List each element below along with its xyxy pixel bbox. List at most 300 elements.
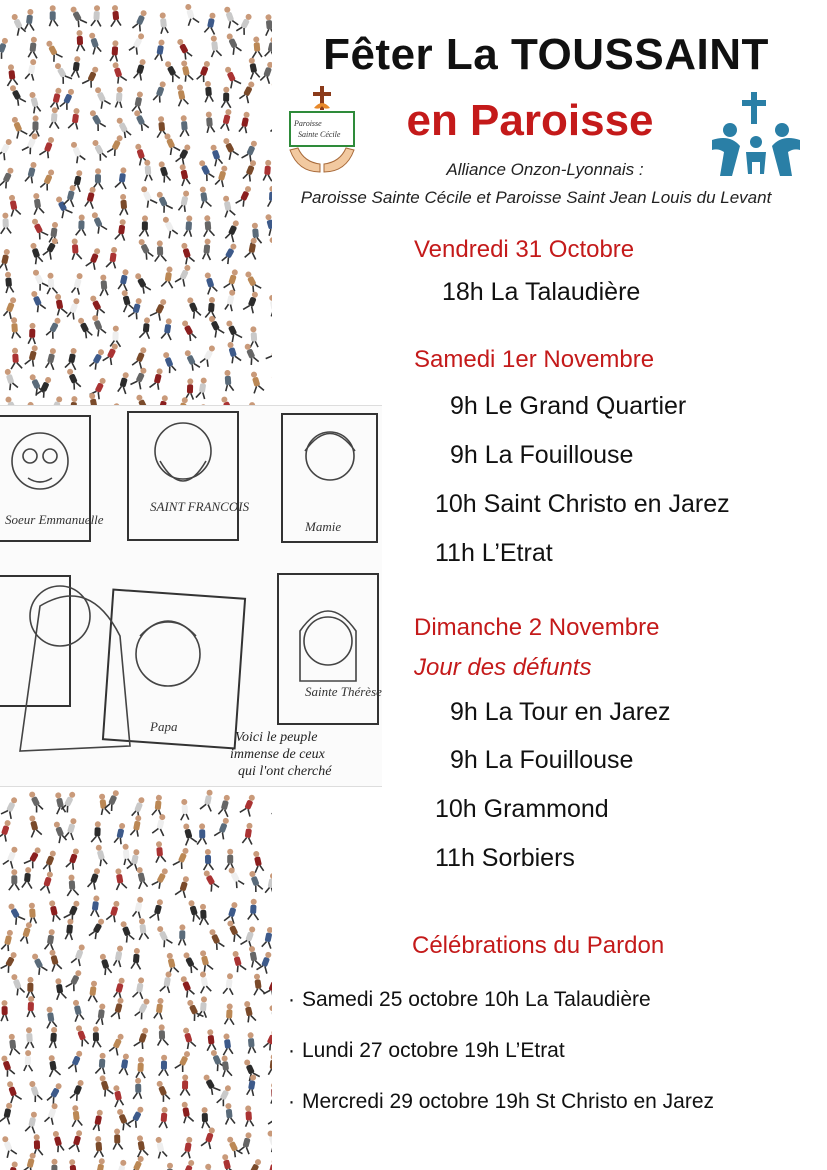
crowd-person [266, 235, 272, 259]
crowd-person [150, 367, 164, 390]
crowd-person [154, 841, 166, 863]
crowd-person [49, 1027, 57, 1048]
crowd-person [98, 1074, 113, 1097]
crowd-person [217, 1084, 233, 1106]
crowd-person [66, 368, 81, 390]
crowd-person [1, 950, 19, 973]
crowd-person [162, 351, 176, 373]
crowd-person [52, 792, 65, 814]
crowd-person [133, 1078, 142, 1099]
crowd-person [116, 117, 132, 139]
day-subtitle: Jour des défunts [414, 654, 592, 681]
crowd-person [118, 371, 132, 393]
crowd-person [46, 1054, 61, 1077]
crowd-person [10, 347, 23, 369]
crowd-person [159, 1107, 169, 1129]
crowd-person [178, 115, 189, 137]
crowd-person [177, 164, 190, 186]
crowd-person [0, 819, 13, 842]
crowd-person [197, 159, 214, 181]
crowd-person [225, 849, 234, 870]
crowd-person [223, 1103, 235, 1125]
mass-time: 9h La Tour en Jarez [450, 698, 671, 726]
crowd-person [67, 297, 81, 319]
crowd-person [24, 845, 43, 868]
crowd-person [44, 39, 63, 62]
crowd-person [50, 1159, 58, 1170]
crowd-person [24, 1027, 34, 1049]
crowd-person [122, 843, 131, 865]
crowd-person [266, 1158, 272, 1170]
crowd-person [130, 365, 149, 389]
crowd-person [268, 1054, 272, 1076]
crowd-person [226, 340, 241, 363]
crowd-person [46, 347, 59, 369]
crowd-person [155, 39, 166, 61]
crowd-person [152, 813, 169, 836]
crowd-person [5, 1160, 20, 1170]
crowd-person [82, 64, 100, 87]
mass-time: 10h Grammond [435, 795, 609, 823]
crowd-person [134, 1026, 150, 1049]
crowd-person [150, 898, 165, 921]
crowd-person [132, 346, 150, 369]
day-heading: Dimanche 2 Novembre [414, 614, 660, 641]
crowd-person [244, 1105, 254, 1127]
crowd-person [67, 396, 78, 405]
crowd-person [225, 289, 237, 311]
crowd-person [46, 317, 63, 339]
crowd-person [204, 12, 219, 35]
crowd-person [221, 87, 231, 108]
crowd-person [202, 215, 214, 237]
crowd-person [263, 975, 272, 998]
crowd-person [143, 160, 152, 182]
crowd-person [26, 814, 42, 837]
crowd-person [3, 368, 18, 391]
crowd-person [22, 867, 34, 889]
crowd-person [201, 271, 217, 294]
crowd-person [1, 1000, 8, 1021]
crowd-person [134, 393, 151, 405]
crowd-person [200, 789, 216, 812]
crowd-person [40, 870, 56, 893]
crowd-person [199, 904, 209, 925]
drawing-label: Soeur Emmanuelle [5, 512, 104, 527]
page-subtitle: en Paroisse [406, 96, 654, 145]
crowd-person [239, 80, 258, 103]
crowd-person [242, 139, 260, 162]
crowd-person [271, 325, 272, 347]
page-title: Fêter La TOUSSAINT [323, 30, 769, 79]
crowd-person [68, 1049, 85, 1072]
crowd-person [110, 1085, 123, 1107]
crowd-person [113, 868, 127, 891]
crowd-person [180, 1158, 196, 1170]
crowd-person [30, 216, 48, 239]
crowd-person [130, 814, 142, 836]
crowd-person [45, 929, 57, 951]
crowd-person [119, 1053, 131, 1075]
crowd-person [39, 135, 55, 158]
crowd-person [222, 242, 238, 264]
crowd-person [0, 248, 12, 270]
crowd-person [201, 1126, 217, 1149]
crowd-person [178, 924, 186, 945]
crowd-person [197, 823, 207, 844]
crowd-person [250, 850, 263, 872]
crowd-person [178, 190, 189, 212]
crowd-person [215, 165, 229, 188]
saints-drawing [0, 405, 382, 787]
crowd-person [153, 80, 167, 102]
crowd-person [133, 976, 147, 998]
crowd-person [248, 899, 260, 921]
crowd-person [105, 789, 120, 811]
crowd-person [115, 218, 128, 240]
crowd-person [0, 1102, 14, 1125]
crowd-person [198, 186, 212, 208]
crowd-person [29, 115, 39, 136]
crowd-person [31, 267, 49, 290]
crowd-person [175, 263, 194, 287]
crowd-person [40, 168, 55, 190]
crowd-person [118, 289, 134, 312]
crowd-person [113, 1158, 129, 1170]
alliance-line-2: Paroisse Sainte Cécile et Paroisse Saint Jean Louis du Levant [300, 188, 772, 207]
crowd-person [271, 793, 272, 814]
crowd-person [64, 899, 81, 922]
crowd-person [265, 1129, 272, 1152]
crowd-person [76, 30, 85, 51]
crowd-person [71, 56, 82, 78]
crowd-person [203, 81, 213, 103]
crowd-person [132, 796, 147, 818]
crowd-person [224, 268, 242, 292]
crowd-person [91, 821, 102, 842]
crowd-person [152, 866, 169, 888]
crowd-person [196, 377, 208, 399]
crowd-person [7, 194, 21, 217]
crowd-person [225, 920, 241, 942]
crowd-person [137, 238, 153, 260]
crowd-person [28, 902, 36, 923]
crowd-person [139, 317, 151, 339]
crowd-person [175, 875, 191, 898]
crowd-person [270, 1082, 272, 1103]
crowd-person [224, 901, 240, 924]
crowd-person [87, 294, 104, 317]
crowd-person [263, 213, 272, 236]
crowd-person [68, 107, 80, 129]
crowd-person [179, 975, 195, 998]
crowd-person [263, 1028, 272, 1050]
crowd-person [89, 917, 106, 939]
crowd-person [0, 1135, 17, 1158]
crowd-person [1, 929, 13, 951]
crowd-person [240, 793, 258, 817]
crowd-person [114, 977, 127, 999]
crowd-person [163, 60, 180, 82]
crowd-person [161, 318, 174, 340]
crowd-person [9, 83, 26, 105]
crowd-person [109, 5, 121, 27]
crowd-person [109, 1032, 127, 1055]
crowd-person [180, 1074, 190, 1095]
crowd-person [185, 296, 201, 318]
crowd-person [25, 1111, 39, 1134]
crowd-person [54, 293, 68, 316]
crowd-person [251, 973, 265, 995]
crowd-person [240, 925, 258, 949]
crowd-person [173, 846, 190, 869]
pardon-item-text: Samedi 25 octobre 10h La Talaudière [302, 988, 651, 1011]
crowd-person [239, 1131, 255, 1154]
crowd-person [197, 60, 212, 82]
crowd-person [182, 2, 199, 25]
crowd-person [28, 1080, 42, 1102]
crowd-person [49, 5, 58, 26]
crowd-person [43, 850, 58, 872]
crowd-person [245, 237, 260, 260]
crowd-person [164, 952, 179, 975]
crowd-person [180, 1101, 194, 1124]
crowd-person [47, 1082, 64, 1104]
crowd-person [29, 242, 43, 264]
crowd-person [264, 14, 272, 36]
crowd-person [180, 822, 197, 845]
crowd-person [93, 1109, 103, 1131]
crowd-person [247, 1158, 264, 1170]
pardon-heading: Célébrations du Pardon [412, 932, 665, 959]
crowd-person [137, 918, 149, 940]
crowd-person [227, 866, 244, 888]
crowd-person [134, 58, 148, 80]
crowd-person [265, 36, 272, 59]
crowd-person [89, 348, 105, 370]
crowd-person [132, 91, 146, 114]
crowd-person [25, 161, 38, 183]
logo-left-text-1: Paroisse [294, 119, 322, 128]
pardon-item [288, 988, 651, 1012]
crowd-person [199, 949, 213, 972]
crowd-person [9, 869, 19, 890]
crowd-person [96, 1003, 106, 1025]
crowd-person [50, 107, 61, 129]
drawing-caption: qui l'ont cherché [238, 764, 332, 779]
crowd-person [53, 61, 72, 84]
crowd-person [90, 314, 106, 337]
crowd-person [98, 274, 108, 296]
crowd-person [94, 844, 107, 866]
crowd-person [2, 394, 22, 405]
crowd-person [197, 971, 212, 994]
crowd-person [115, 167, 129, 189]
crowd-person [223, 973, 235, 995]
mass-time: 9h La Fouillouse [450, 441, 634, 469]
crowd-person [184, 215, 193, 236]
crowd-person [220, 136, 239, 159]
crowd-person [65, 347, 80, 370]
crowd-person [65, 817, 80, 840]
crowd-person [181, 1136, 193, 1158]
drawing-label: Papa [150, 719, 178, 734]
crowd-person [221, 195, 235, 218]
crowd-person [257, 950, 272, 974]
crowd-person [203, 849, 213, 870]
crowd-person [111, 61, 127, 84]
crowd-person [160, 215, 178, 238]
crowd-person [69, 1129, 85, 1152]
crowd-person [267, 294, 272, 316]
crowd-person [60, 88, 76, 110]
crowd-person [52, 1130, 64, 1152]
crowd-person [251, 36, 262, 58]
crowd-person [222, 65, 241, 89]
crowd-person [219, 1153, 235, 1170]
bullet: · [288, 1090, 295, 1113]
crowd-person [176, 143, 194, 166]
pardon-item [288, 1090, 714, 1114]
crowd-person [134, 866, 148, 889]
crowd-person [138, 184, 157, 208]
crowd-person [44, 1102, 60, 1125]
crowd-person [3, 296, 18, 319]
crowd-person [223, 319, 242, 343]
pardon-item [288, 1039, 565, 1063]
crowd-person [161, 266, 176, 289]
logo-left-text-2: Sainte Cécile [298, 130, 341, 139]
crowd-person [226, 1135, 242, 1157]
crowd-person [89, 210, 107, 233]
crowd-person [88, 109, 106, 132]
crowd-person [85, 186, 99, 209]
crowd-person [214, 816, 231, 839]
bullet: · [288, 988, 295, 1011]
crowd-person [270, 374, 272, 396]
crowd-person [29, 289, 46, 312]
crowd-person [27, 996, 36, 1017]
crowd-person [225, 219, 242, 242]
crowd-person [220, 1033, 232, 1055]
crowd-person [114, 822, 126, 844]
crowd-person [25, 58, 38, 80]
crowd-person [205, 1029, 216, 1051]
crowd-person [5, 64, 18, 86]
crowd-person [33, 1134, 43, 1155]
crowd-person [200, 344, 218, 367]
crowd-person [262, 926, 272, 948]
crowd-person [160, 971, 173, 993]
crowd-person [179, 799, 188, 821]
crowd-person [24, 1050, 33, 1071]
mass-time: 9h Le Grand Quartier [450, 392, 687, 420]
crowd-person [205, 297, 217, 319]
crowd-person [69, 140, 86, 163]
pardon-item-text: Mercredi 29 octobre 19h St Christo en Jarez [302, 1090, 715, 1113]
crowd-person [118, 194, 128, 216]
crowd-person [28, 323, 36, 344]
crowd-person [46, 949, 61, 972]
crowd-person [232, 950, 247, 973]
drawing-caption: immense de ceux [230, 747, 325, 762]
crowd-person [236, 184, 252, 207]
crowd-person [159, 12, 168, 34]
crowd-person [72, 272, 85, 294]
crowd-person [92, 85, 111, 108]
crowd-person [93, 1157, 107, 1170]
crowd-person [4, 271, 13, 293]
crowd-person [25, 9, 37, 31]
crowd-person [115, 1108, 131, 1131]
crowd-person [248, 870, 262, 892]
crowd-person [48, 900, 60, 922]
crowd-person [268, 1105, 272, 1128]
mass-time: 9h La Fouillouse [450, 746, 634, 774]
crowd-person [266, 340, 272, 363]
crowd-person [20, 921, 34, 943]
crowd-person [271, 817, 272, 840]
crowd-person [10, 317, 20, 339]
crowd-person [154, 997, 165, 1019]
crowd-person [152, 794, 164, 816]
crowd-person [92, 1026, 101, 1047]
crowd-person [25, 344, 39, 367]
crowd-person [66, 874, 79, 896]
drawing-caption: Voici le peuple [235, 730, 318, 745]
crowd-person [71, 238, 82, 260]
crowd-person [162, 131, 180, 155]
crowd-person [150, 297, 169, 321]
crowd-person [187, 899, 200, 921]
crowd-person [71, 943, 87, 966]
crowd-person [132, 9, 148, 32]
crowd-person [182, 951, 198, 973]
crowd-person [270, 111, 272, 133]
drawing-label: SAINT FRANCOIS [150, 499, 250, 514]
crowd-person [220, 395, 236, 405]
crowd-person [249, 326, 258, 348]
crowd-person [3, 845, 21, 869]
crowd-person [131, 948, 142, 970]
crowd-person [28, 36, 39, 58]
crowd-person [248, 945, 261, 967]
crowd-person [70, 1105, 83, 1127]
day-heading: Samedi 1er Novembre [414, 346, 655, 373]
crowd-person [239, 111, 251, 133]
crowd-person [31, 192, 44, 214]
crowd-person [181, 319, 197, 341]
crowd-person [64, 184, 79, 207]
crowd-person [244, 269, 261, 292]
crowd-person [181, 1026, 195, 1049]
mass-time: 18h La Talaudière [442, 278, 641, 306]
crowd-person [198, 996, 209, 1018]
crowd-person [70, 1079, 85, 1101]
crowd-person [65, 918, 74, 940]
crowd-person [91, 895, 102, 917]
bullet: · [288, 1039, 295, 1062]
crowd-person [0, 167, 15, 189]
mass-time: 11h L’Etrat [435, 539, 553, 567]
drawing-label: Mamie [305, 519, 342, 534]
crowd-person [7, 1033, 19, 1055]
crowd-person [1, 795, 20, 819]
crowd-person [95, 1052, 106, 1074]
crowd-person [164, 1163, 175, 1170]
crowd-person [111, 997, 125, 1020]
crowd-image-top [0, 0, 272, 405]
